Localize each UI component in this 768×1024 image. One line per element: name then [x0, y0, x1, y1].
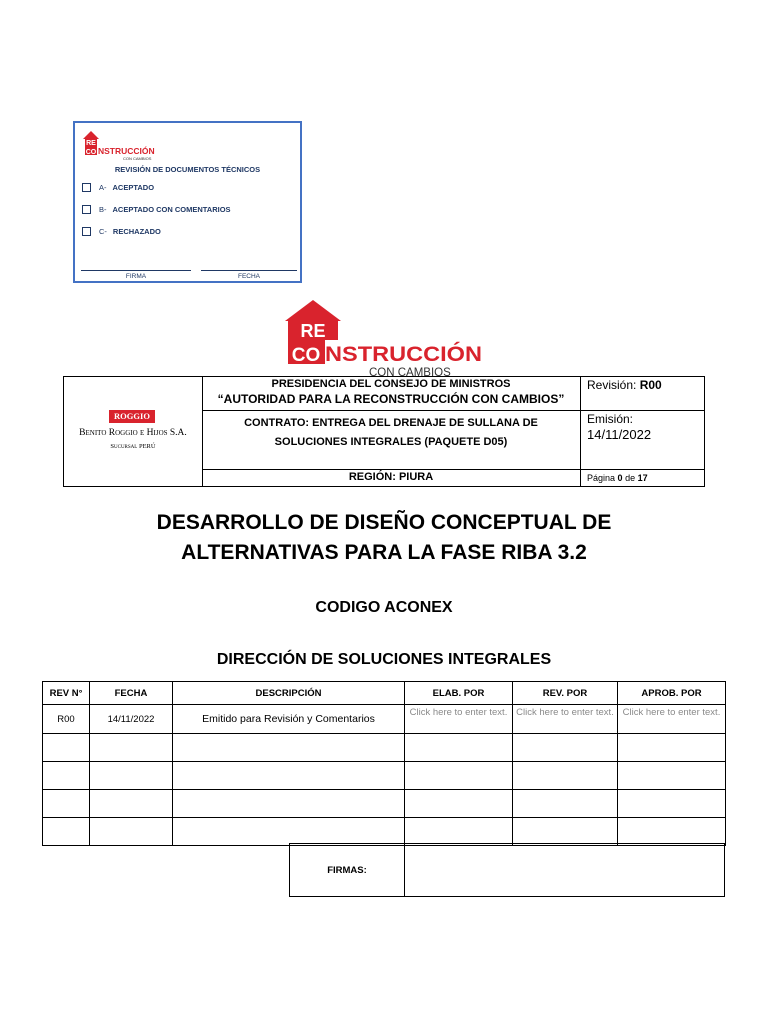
elab-cell	[405, 790, 513, 818]
codigo-aconex: CODIGO ACONEX	[315, 599, 453, 616]
table-row	[43, 818, 726, 846]
table-header-row	[43, 682, 726, 705]
aprob-cell	[618, 818, 726, 846]
rev-cell	[43, 818, 90, 846]
rev-por-cell	[513, 790, 618, 818]
presidencia-label: PRESIDENCIA DEL CONSEJO DE MINISTROS	[271, 378, 511, 390]
descripcion-cell: Emitido para Revisión y Comentarios	[173, 705, 405, 734]
firmas-box	[289, 843, 725, 897]
col-aprob: APROB. POR	[618, 682, 726, 705]
svg-text:RE: RE	[300, 321, 326, 341]
table-row	[43, 734, 726, 762]
option-aceptado-con-comentarios[interactable]: B- ACEPTADO CON COMENTARIOS	[82, 205, 231, 214]
col-rev-por: REV. POR	[513, 682, 618, 705]
emision-label: Emisión:	[587, 412, 634, 426]
direccion-label: DIRECCIÓN DE SOLUCIONES INTEGRALES	[216, 651, 552, 668]
elab-field[interactable]: Click here to enter text.	[405, 705, 513, 734]
stamp-title: REVISIÓN DE DOCUMENTOS TÉCNICOS	[114, 165, 261, 174]
elab-cell	[405, 818, 513, 846]
firma-line	[81, 270, 191, 271]
svg-text:CON CAMBIOS: CON CAMBIOS	[123, 156, 152, 161]
fecha-line	[201, 270, 297, 271]
rev-por-field[interactable]: Click here to enter text.	[513, 705, 618, 734]
fecha-cell	[90, 762, 173, 790]
aprob-cell	[618, 790, 726, 818]
revision-field: Revisión: R00	[587, 378, 662, 392]
aprob-cell	[618, 762, 726, 790]
fecha-cell	[90, 734, 173, 762]
revision-value: R00	[639, 378, 662, 392]
svg-text:CO: CO	[85, 149, 97, 156]
table-row	[43, 762, 726, 790]
document-title-line-1: DESARROLLO DE DISEÑO CONCEPTUAL DE	[156, 511, 612, 534]
option-aceptado[interactable]: A- ACEPTADO	[82, 183, 154, 192]
svg-text:NSTRUCCIÓN: NSTRUCCIÓN	[98, 146, 155, 156]
col-fecha: FECHA	[90, 682, 173, 705]
fecha-cell	[90, 818, 173, 846]
rev-cell: R00	[43, 705, 90, 734]
emision-value: 14/11/2022	[587, 427, 652, 442]
reconstruccion-mini-logo	[83, 129, 175, 161]
table-row	[43, 790, 726, 818]
autoridad-label: “AUTORIDAD PARA LA RECONSTRUCCIÓN CON CAMBIOS”	[217, 392, 565, 406]
aprob-field[interactable]: Click here to enter text.	[618, 705, 726, 734]
region-label: REGIÓN: PIURA	[348, 471, 434, 483]
checkbox[interactable]	[82, 205, 91, 214]
firma-label: FIRMA	[125, 273, 147, 280]
elab-cell	[405, 762, 513, 790]
svg-text:NSTRUCCIÓN: NSTRUCCIÓN	[325, 343, 465, 366]
col-descripcion: DESCRIPCIÓN	[173, 682, 405, 705]
descripcion-cell	[173, 762, 405, 790]
page-counter: Página 0 de 17	[587, 473, 648, 483]
rev-cell	[43, 790, 90, 818]
contrato-line-2: SOLUCIONES INTEGRALES (PAQUETE D05)	[274, 436, 508, 448]
rev-por-cell	[513, 818, 618, 846]
descripcion-cell	[173, 818, 405, 846]
rev-por-cell	[513, 734, 618, 762]
fecha-cell: 14/11/2022	[90, 705, 173, 734]
contrato-line-1: CONTRATO: ENTREGA DEL DRENAJE DE SULLANA DE	[244, 417, 538, 429]
col-rev: REV N°	[43, 682, 90, 705]
rev-por-cell	[513, 762, 618, 790]
rev-cell	[43, 762, 90, 790]
roggio-logo: ROGGIO	[109, 410, 155, 423]
descripcion-cell	[173, 790, 405, 818]
svg-text:RE: RE	[86, 140, 96, 147]
elab-cell	[405, 734, 513, 762]
company-name: Benito Roggio e Hijos S.A.	[79, 428, 187, 438]
fecha-cell	[90, 790, 173, 818]
firmas-label: FIRMAS:	[327, 864, 367, 876]
descripcion-cell	[173, 734, 405, 762]
svg-text:CON CAMBIOS: CON CAMBIOS	[369, 367, 451, 378]
aprob-cell	[618, 734, 726, 762]
reconstruccion-logo	[285, 300, 485, 378]
document-header	[63, 376, 705, 487]
checkbox[interactable]	[82, 183, 91, 192]
company-branch: Sucursal PERÚ	[110, 443, 156, 450]
review-stamp	[73, 121, 302, 283]
fecha-label: FECHA	[237, 273, 261, 280]
option-rechazado[interactable]: C- RECHAZADO	[82, 227, 161, 236]
table-row	[43, 705, 726, 734]
document-title-line-2: ALTERNATIVAS PARA LA FASE RIBA 3.2	[181, 541, 587, 564]
rev-cell	[43, 734, 90, 762]
svg-text:CO: CO	[291, 345, 321, 366]
col-elab: ELAB. POR	[405, 682, 513, 705]
checkbox[interactable]	[82, 227, 91, 236]
revision-table	[42, 681, 726, 846]
